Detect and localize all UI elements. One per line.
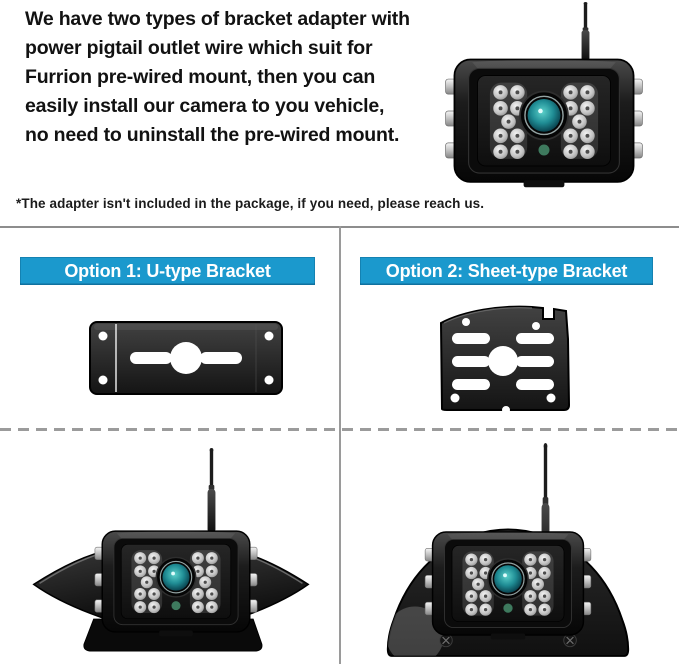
option1-banner [20,257,315,285]
headline-line: Furrion pre-wired mount, then you can [25,66,376,88]
option1-label: Option 1: U-type Bracket [64,260,271,281]
option2-banner [360,257,653,285]
headline-line: We have two types of bracket adapter with [25,8,410,30]
option2-label: Option 2: Sheet-type Bracket [385,260,628,281]
headline-line: power pigtail outlet wire which suit for [25,37,373,59]
camera-on-u-bracket-illustration [18,446,324,662]
camera-body [95,531,257,636]
vertical-divider [339,226,341,664]
camera-on-sheet-bracket-illustration [352,441,652,663]
dashed-divider [0,428,679,431]
u-type-bracket-illustration [88,320,284,396]
camera-body [425,532,591,640]
headline-line: no need to uninstall the pre-wired mount. [25,124,400,146]
disclaimer-note: *The adapter isn't included in the package, if you need, please reach us. [16,196,485,211]
headline-line: easily install our camera to you vehicle, [25,95,385,117]
camera-body [446,60,643,188]
headline [25,5,453,150]
camera-illustration [438,0,650,196]
antenna-icon [207,448,217,538]
antenna-icon [581,2,591,64]
sheet-type-bracket-illustration [436,299,574,415]
